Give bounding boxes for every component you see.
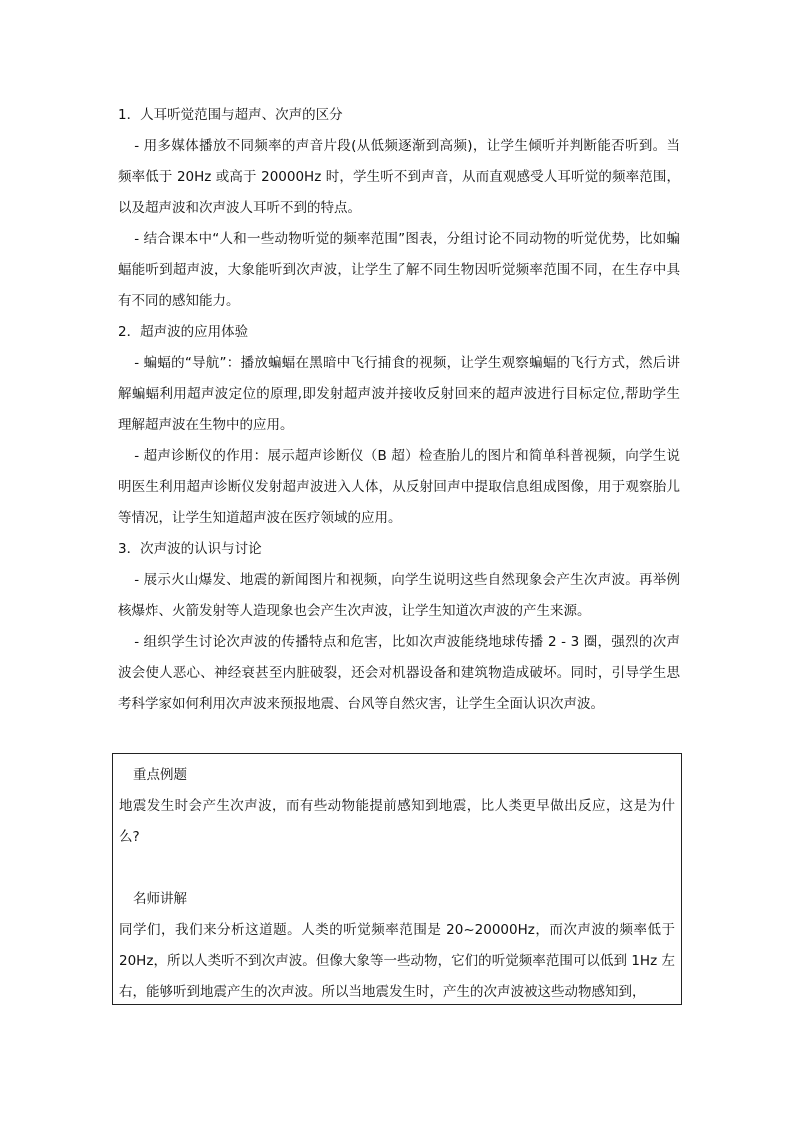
- box-spacer: [119, 853, 675, 884]
- section-2-paragraph-1: - 蝙蝠的“导航”：播放蝙蝠在黑暗中飞行捕食的视频，让学生观察蝙蝠的飞行方式，然后讲解蝙蝠利用超声波定位的原理,即发射超声波并接收反射回来的超声波进行目标定位,帮助学生理解超声波在生物中的应用。: [118, 355, 680, 433]
- section-1-paragraph-1: - 用多媒体播放不同频率的声音片段(从低频逐渐到高频)，让学生倾听并判断能否听到。当频率低于 20Hz 或高于 20000Hz 时，学生听不到声音，从而直观感受人耳听觉的频率范围，以及超声波和次声波人耳听不到的特点。: [118, 138, 680, 216]
- section-2-paragraph-2: - 超声诊断仪的作用：展示超声诊断仪（B 超）检查胎儿的图片和简单科普视频，向学生说明医生利用超声诊断仪发射超声波进入人体，从反射回声中提取信息组成图像，用于观察胎儿等情况，让学生知道超声波在医疗领域的应用。: [118, 448, 680, 526]
- example-label: 重点例题: [133, 767, 187, 783]
- example-box: [112, 753, 682, 1005]
- section-heading-2: 2．超声波的应用体验: [118, 324, 249, 340]
- answer-label: 名师讲解: [133, 891, 187, 907]
- section-3-paragraph-1: - 展示火山爆发、地震的新闻图片和视频，向学生说明这些自然现象会产生次声波。再举例核爆炸、火箭发射等人造现象也会产生次声波，让学生知道次声波的产生来源。: [118, 572, 680, 619]
- box-bottom-border: [112, 1004, 682, 1005]
- section-heading-3: 3．次声波的认识与讨论: [118, 541, 262, 557]
- lesson-body: [118, 100, 680, 720]
- answer-text: 同学们，我们来分析这道题。人类的听觉频率范围是 20~20000Hz，而次声波的频率低于 20Hz，所以人类听不到次声波。但像大象等一些动物，它们的听觉频率范围可以低到 1Hz 左右，能够听到地震产生的次声波。所以当地震发生时，产生的次声波被这些动物感知到，: [119, 922, 675, 1000]
- example-question: 地震发生时会产生次声波，而有些动物能提前感知到地震，比人类更早做出反应，这是为什么?: [119, 798, 675, 845]
- example-box-content: [113, 754, 681, 1005]
- section-1-paragraph-2: - 结合课本中“人和一些动物听觉的频率范围”图表，分组讨论不同动物的听觉优势，比如蝙蝠能听到超声波，大象能听到次声波，让学生了解不同生物因听觉频率范围不同，在生存中具有不同的感知能力。: [118, 231, 680, 309]
- section-3-paragraph-2: - 组织学生讨论次声波的传播特点和危害，比如次声波能绕地球传播 2 - 3 圈，强烈的次声波会使人恶心、神经衰甚至内脏破裂，还会对机器设备和建筑物造成破坏。同时，引导学生思考科学家如何利用次声波来预报地震、台风等自然灾害，让学生全面认识次声波。: [118, 634, 680, 712]
- section-heading-1: 1．人耳听觉范围与超声、次声的区分: [118, 107, 343, 123]
